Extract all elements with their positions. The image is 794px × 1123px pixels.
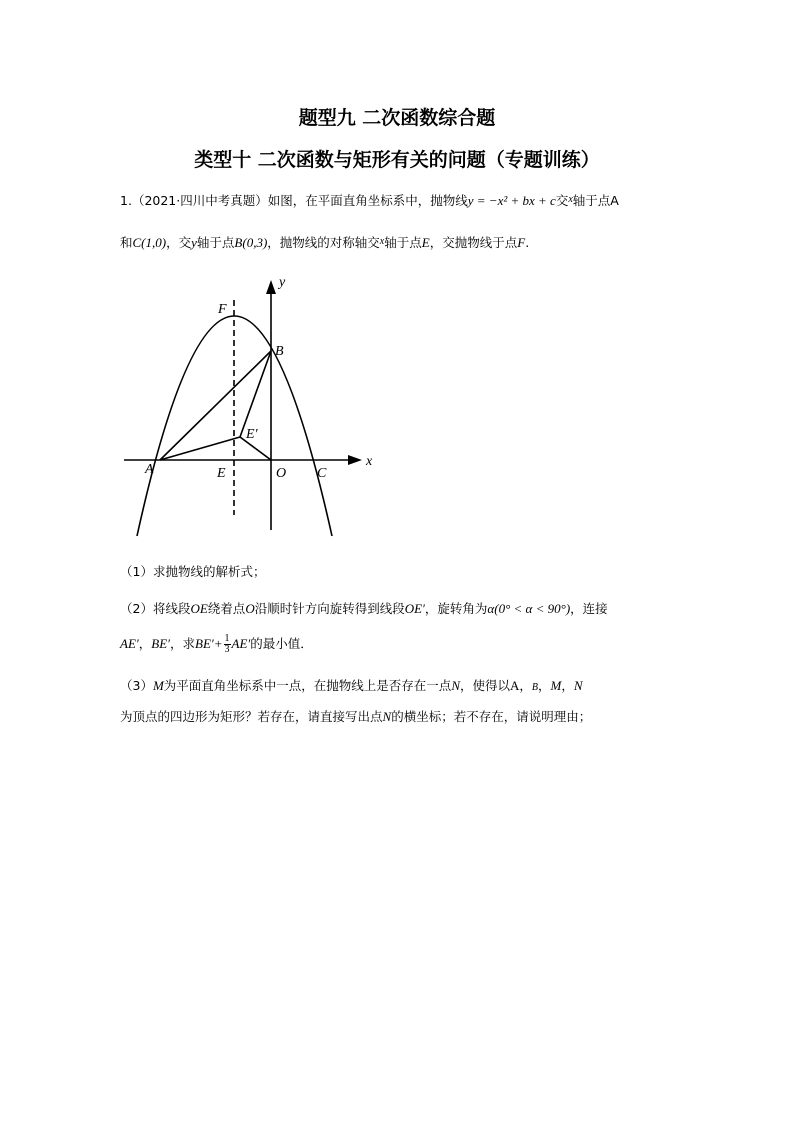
segment-ae-text: AE′ — [120, 636, 139, 651]
stem-text: 轴于点 — [384, 235, 422, 250]
label-o: O — [276, 466, 287, 481]
page-subtitle: 类型十 二次函数与矩形有关的问题（专题训练） — [194, 149, 600, 171]
fraction-numerator: 1 — [224, 633, 230, 644]
point-c-coord: C(1,0) — [132, 235, 167, 250]
part-text: 的最小值． — [250, 636, 313, 651]
vertex-m-text: M — [550, 678, 562, 693]
label-x-axis: x — [366, 454, 373, 469]
expression-part: AE′ — [231, 636, 251, 651]
part-text: ，求 — [169, 636, 195, 651]
y-axis-arrow — [266, 280, 276, 294]
part-text: 绕着点 — [207, 601, 246, 616]
vertex-n-text: N — [573, 678, 583, 693]
vertex-a-text: A — [510, 678, 520, 693]
separator: ， — [538, 678, 551, 693]
label-f: F — [218, 302, 227, 317]
point-b-coord: B(0,3) — [234, 235, 268, 250]
part-text: 为顶点的四边形为矩形？若存在，请直接写出点 — [120, 709, 383, 724]
part-3-line-1 — [120, 676, 583, 694]
label-e: E — [217, 466, 226, 481]
part-1: （1）求抛物线的解析式； — [120, 564, 266, 579]
separator: ， — [561, 678, 574, 693]
part-text: 的横坐标；若不存在，请说明理由； — [391, 709, 592, 724]
x-variable: x — [568, 194, 573, 205]
segment-oe-prime-text: OE′ — [404, 601, 425, 616]
point-e-label: E — [421, 235, 430, 250]
part-text: （2）将线段 — [120, 601, 191, 616]
separator: ， — [519, 678, 532, 693]
parabola-equation: y = −x² + bx + c — [467, 193, 556, 208]
part-text: ，旋转角为 — [424, 601, 488, 616]
label-c: C — [317, 466, 327, 481]
fraction-one-third — [224, 634, 231, 655]
point-n-text: N — [382, 709, 392, 724]
stem-text: 和 — [120, 235, 133, 250]
segment-oe-text: OE — [190, 601, 208, 616]
part-2-line-1 — [120, 599, 608, 617]
stem-text: ，交 — [166, 235, 192, 250]
label-y-axis: y — [279, 275, 286, 290]
label-e-prime: E′ — [246, 427, 258, 442]
stem-text: ，交抛物线于点 — [429, 235, 518, 250]
stem-text: . — [525, 235, 530, 250]
segment-be-text: BE′ — [151, 636, 170, 651]
stem-text: 如图，在平面直角坐标系中，抛物线 — [267, 193, 468, 208]
rotation-angle: α(0° < α < 90°) — [487, 601, 571, 616]
part-text: 为平面直角坐标系中一点，在抛物线上是否存在一点 — [163, 678, 452, 693]
problem-number: 1. — [120, 193, 132, 208]
x-variable: x — [379, 236, 385, 247]
problem-source: （2021·四川中考真题） — [131, 193, 268, 208]
point-m-text: M — [152, 678, 164, 693]
stem-text: 交 — [555, 193, 569, 208]
stem-text: 轴于点A — [572, 193, 619, 208]
point-n-text: N — [451, 678, 460, 693]
segment-be-prime — [240, 351, 271, 437]
point-o-text: O — [245, 601, 255, 616]
part-2-line-2 — [120, 634, 313, 655]
y-variable: y — [191, 235, 197, 250]
part-3-line-2 — [120, 707, 591, 725]
part-text: ，连接 — [570, 601, 608, 616]
expression-part: BE′+ — [195, 636, 223, 651]
label-a: A — [145, 462, 154, 477]
part-text: （3） — [120, 678, 153, 693]
parabola-figure — [0, 0, 794, 560]
fraction-denominator: 3 — [224, 644, 230, 655]
stem-text: ，抛物线的对称轴交 — [267, 235, 380, 250]
stem-text: 轴于点 — [196, 235, 235, 250]
x-axis-arrow — [348, 455, 362, 465]
point-f-label: F — [517, 235, 526, 250]
part-text: ， — [138, 636, 152, 651]
label-b: B — [275, 344, 284, 359]
vertex-b-text: B — [531, 682, 539, 693]
section-title: 题型九 二次函数综合题 — [298, 107, 496, 129]
part-text: 沿顺时针方向旋转得到线段 — [254, 601, 405, 616]
part-text: ，使得以 — [459, 678, 510, 693]
